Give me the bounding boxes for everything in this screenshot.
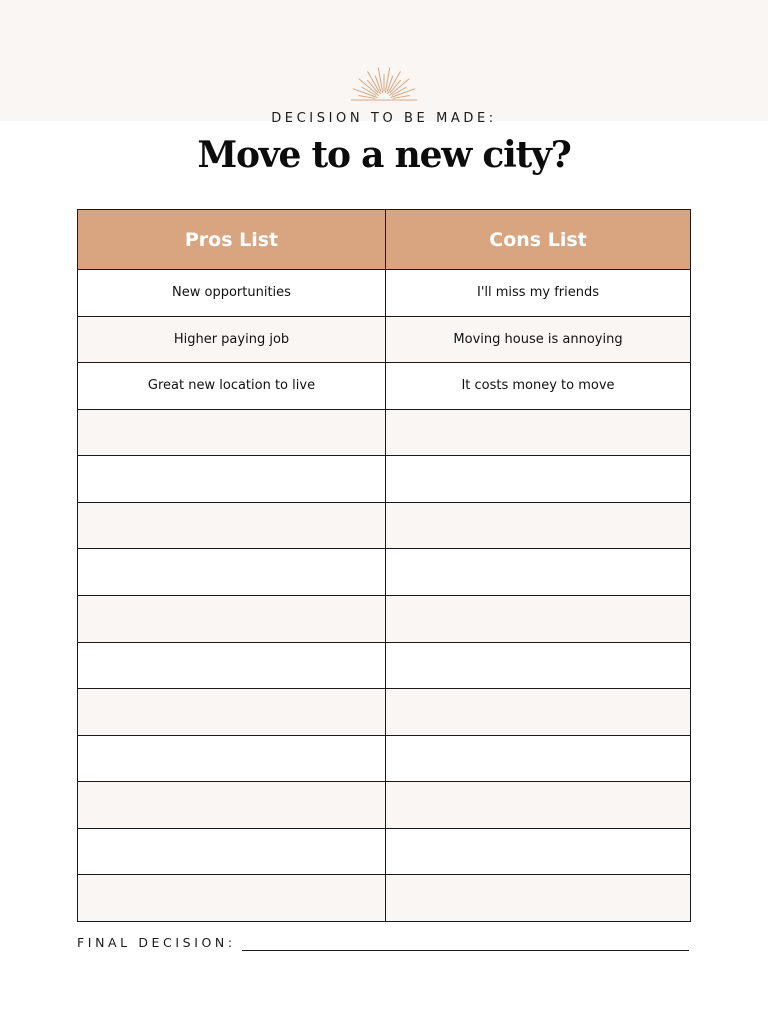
table-row	[78, 828, 691, 875]
pro-cell[interactable]	[78, 689, 386, 736]
cons-heading: Cons List	[386, 210, 691, 270]
pro-cell[interactable]: Great new location to live	[78, 363, 386, 410]
pro-cell[interactable]	[78, 549, 386, 596]
table-row	[78, 502, 691, 549]
con-cell[interactable]	[386, 875, 691, 922]
pro-cell[interactable]	[78, 828, 386, 875]
table-row	[78, 270, 691, 317]
table-row	[78, 409, 691, 456]
pros-cons-table	[77, 209, 691, 922]
con-cell[interactable]: I'll miss my friends	[386, 270, 691, 317]
table-row	[78, 782, 691, 829]
con-cell[interactable]	[386, 549, 691, 596]
table-row	[78, 642, 691, 689]
con-cell[interactable]	[386, 642, 691, 689]
con-cell[interactable]: It costs money to move	[386, 363, 691, 410]
table-row	[78, 549, 691, 596]
con-cell[interactable]	[386, 456, 691, 503]
pro-cell[interactable]	[78, 409, 386, 456]
pro-cell[interactable]: New opportunities	[78, 270, 386, 317]
table-row	[78, 363, 691, 410]
con-cell[interactable]	[386, 782, 691, 829]
con-cell[interactable]	[386, 689, 691, 736]
table-row	[78, 316, 691, 363]
con-cell[interactable]: Moving house is annoying	[386, 316, 691, 363]
pro-cell[interactable]	[78, 595, 386, 642]
pro-cell[interactable]	[78, 456, 386, 503]
pro-cell[interactable]	[78, 642, 386, 689]
table-row	[78, 735, 691, 782]
table-row	[78, 875, 691, 922]
final-decision-label: FINAL DECISION:	[77, 935, 236, 950]
pro-cell[interactable]	[78, 875, 386, 922]
pros-heading: Pros List	[78, 210, 386, 270]
table-row	[78, 595, 691, 642]
con-cell[interactable]	[386, 502, 691, 549]
pro-cell[interactable]	[78, 735, 386, 782]
table-row	[78, 456, 691, 503]
pro-cell[interactable]	[78, 502, 386, 549]
con-cell[interactable]	[386, 828, 691, 875]
con-cell[interactable]	[386, 595, 691, 642]
table-row	[78, 689, 691, 736]
con-cell[interactable]	[386, 409, 691, 456]
decision-eyebrow: DECISION TO BE MADE:	[271, 111, 497, 126]
pro-cell[interactable]: Higher paying job	[78, 316, 386, 363]
con-cell[interactable]	[386, 735, 691, 782]
page-title: Move to a new city?	[197, 134, 571, 176]
table-header-row	[78, 210, 691, 270]
final-decision-line[interactable]	[242, 950, 689, 951]
pro-cell[interactable]	[78, 782, 386, 829]
sunburst-icon	[348, 64, 420, 104]
